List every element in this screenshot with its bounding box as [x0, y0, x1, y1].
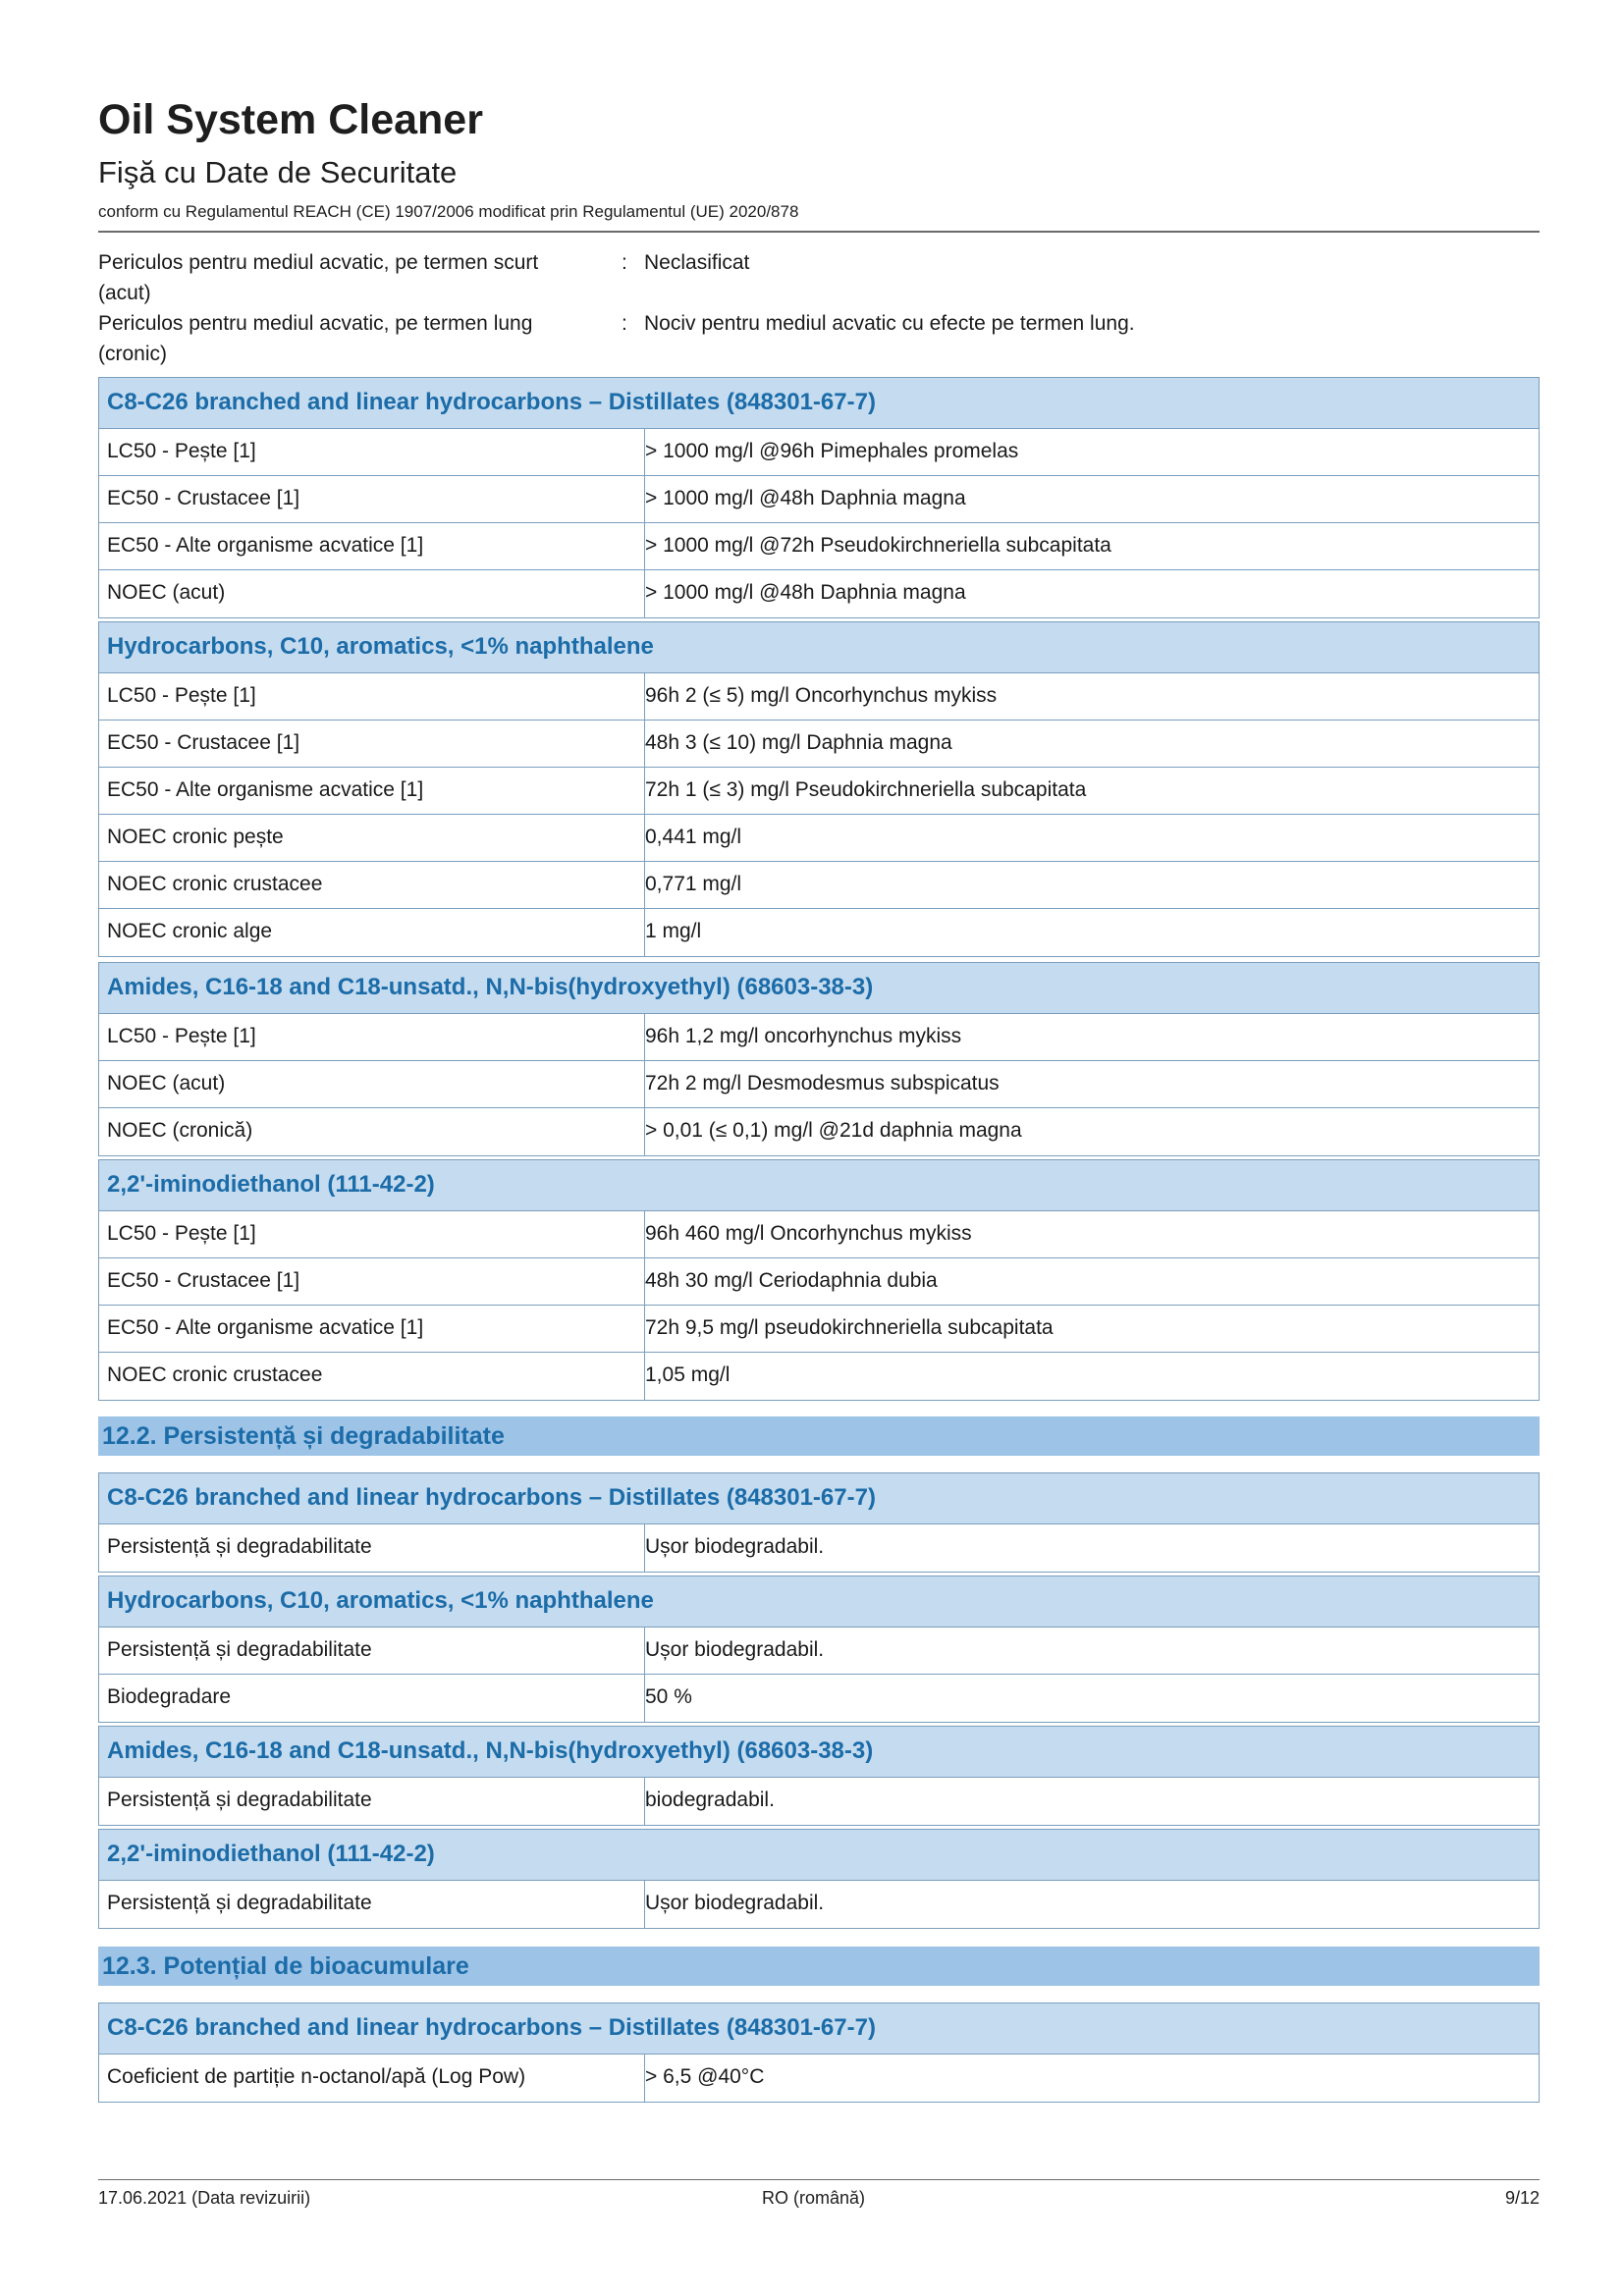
- tox-table-distillates: [98, 377, 1540, 618]
- row-value: Ușor biodegradabil.: [645, 1535, 825, 1558]
- row-value: Ușor biodegradabil.: [645, 1638, 825, 1661]
- row-label: LC50 - Pește [1]: [107, 1025, 256, 1047]
- header-divider: [98, 231, 1540, 233]
- row-label: Persistență și degradabilitate: [107, 1535, 372, 1558]
- row-label: Persistență și degradabilitate: [107, 1789, 372, 1811]
- footer-divider: [98, 2179, 1540, 2180]
- row-value: Ușor biodegradabil.: [645, 1892, 825, 1914]
- document-type: Fişă cu Date de Securitate: [98, 155, 458, 189]
- row-value: 1 mg/l: [645, 920, 702, 942]
- row-value: 0,771 mg/l: [645, 873, 742, 895]
- tox-table-hydrocarbons-c10: [98, 621, 1540, 957]
- row-label: Biodegradare: [107, 1685, 232, 1708]
- classification-separator: :: [622, 251, 627, 274]
- table-row: [99, 768, 1539, 815]
- page-number: 9/12: [1504, 2188, 1540, 2208]
- persistence-table-iminodiethanol: [98, 1829, 1540, 1929]
- persistence-table-distillates: [98, 1472, 1540, 1573]
- table-row: [99, 523, 1539, 570]
- table-row: [99, 862, 1539, 909]
- row-label: NOEC cronic crustacee: [107, 873, 323, 895]
- row-value: 72h 2 mg/l Desmodesmus subspicatus: [645, 1072, 1000, 1095]
- row-label: Coeficient de partiție n-octanol/apă (Log Pow): [107, 2065, 526, 2088]
- classification-separator: :: [622, 312, 627, 335]
- table-row: [99, 1675, 1539, 1722]
- row-label: LC50 - Pește [1]: [107, 440, 256, 462]
- row-label: NOEC (cronică): [107, 1119, 253, 1142]
- row-label: NOEC (acut): [107, 1072, 226, 1095]
- persistence-table-amides: [98, 1726, 1540, 1826]
- table-row: [99, 1014, 1539, 1061]
- row-value: > 1000 mg/l @96h Pimephales promelas: [645, 440, 1019, 462]
- classification-label: [98, 308, 609, 369]
- revision-date: 17.06.2021 (Data revizuirii): [98, 2188, 311, 2208]
- substance-header: C8-C26 branched and linear hydrocarbons – Distillates (848301-67-7): [99, 2003, 1539, 2055]
- table-row: [99, 721, 1539, 768]
- substance-header: Hydrocarbons, C10, aromatics, <1% naphthalene: [99, 622, 1539, 673]
- row-value: 72h 1 (≤ 3) mg/l Pseudokirchneriella subcapitata: [645, 778, 1087, 801]
- row-label: NOEC (acut): [107, 581, 226, 604]
- table-row: [99, 1778, 1539, 1825]
- table-row: [99, 1881, 1539, 1928]
- row-label: EC50 - Alte organisme acvatice [1]: [107, 778, 424, 801]
- table-row: [99, 429, 1539, 476]
- sds-page: [98, 0, 1540, 2296]
- row-label: LC50 - Pește [1]: [107, 1222, 256, 1245]
- classification-label: [98, 247, 609, 308]
- row-label: LC50 - Pește [1]: [107, 684, 256, 707]
- row-value: 48h 30 mg/l Ceriodaphnia dubia: [645, 1269, 938, 1292]
- classification-acute: [98, 247, 1540, 308]
- classification-chronic: [98, 308, 1540, 369]
- substance-header: C8-C26 branched and linear hydrocarbons – Distillates (848301-67-7): [99, 1473, 1539, 1524]
- row-label: EC50 - Crustacee [1]: [107, 731, 300, 754]
- row-value: 72h 9,5 mg/l pseudokirchneriella subcapitata: [645, 1316, 1054, 1339]
- table-row: [99, 1628, 1539, 1675]
- table-row: [99, 909, 1539, 956]
- classification-label-line1: Periculos pentru mediul acvatic, pe termen scurt: [98, 251, 539, 274]
- row-label: NOEC cronic alge: [107, 920, 273, 942]
- row-label: EC50 - Crustacee [1]: [107, 487, 300, 509]
- table-row: [99, 1211, 1539, 1258]
- regulation-note: conform cu Regulamentul REACH (CE) 1907/2006 modificat prin Regulamentul (UE) 2020/878: [98, 202, 799, 221]
- row-label: EC50 - Alte organisme acvatice [1]: [107, 534, 424, 557]
- table-row: [99, 1353, 1539, 1400]
- table-row: [99, 2055, 1539, 2102]
- bioaccumulation-table-distillates: [98, 2002, 1540, 2103]
- row-label: NOEC cronic pește: [107, 826, 284, 848]
- row-value: 96h 460 mg/l Oncorhynchus mykiss: [645, 1222, 972, 1245]
- row-value: 0,441 mg/l: [645, 826, 742, 848]
- table-row: [99, 815, 1539, 862]
- substance-header: 2,2'-iminodiethanol (111-42-2): [99, 1830, 1539, 1881]
- substance-header: Hydrocarbons, C10, aromatics, <1% naphthalene: [99, 1576, 1539, 1628]
- table-row: [99, 570, 1539, 617]
- row-value: 1,05 mg/l: [645, 1363, 731, 1386]
- classification-label-line2: (cronic): [98, 343, 168, 365]
- document-language: RO (română): [762, 2188, 866, 2208]
- row-label: NOEC cronic crustacee: [107, 1363, 323, 1386]
- row-value: > 0,01 (≤ 0,1) mg/l @21d daphnia magna: [645, 1119, 1022, 1142]
- classification-label-line1: Periculos pentru mediul acvatic, pe termen lung: [98, 312, 533, 335]
- row-label: EC50 - Crustacee [1]: [107, 1269, 300, 1292]
- substance-header: 2,2'-iminodiethanol (111-42-2): [99, 1160, 1539, 1211]
- substance-header: Amides, C16-18 and C18-unsatd., N,N-bis(hydroxyethyl) (68603-38-3): [99, 963, 1539, 1014]
- row-value: 96h 1,2 mg/l oncorhynchus mykiss: [645, 1025, 962, 1047]
- substance-header: C8-C26 branched and linear hydrocarbons – Distillates (848301-67-7): [99, 378, 1539, 429]
- table-row: [99, 1061, 1539, 1108]
- persistence-table-hydrocarbons-c10: [98, 1575, 1540, 1723]
- row-value: biodegradabil.: [645, 1789, 775, 1811]
- row-value: > 1000 mg/l @48h Daphnia magna: [645, 487, 966, 509]
- product-title: Oil System Cleaner: [98, 96, 483, 143]
- tox-table-iminodiethanol: [98, 1159, 1540, 1401]
- table-row: [99, 1258, 1539, 1306]
- row-value: 96h 2 (≤ 5) mg/l Oncorhynchus mykiss: [645, 684, 998, 707]
- substance-header: Amides, C16-18 and C18-unsatd., N,N-bis(hydroxyethyl) (68603-38-3): [99, 1727, 1539, 1778]
- table-row: [99, 1108, 1539, 1155]
- table-row: [99, 1306, 1539, 1353]
- table-row: [99, 1524, 1539, 1572]
- tox-table-amides: [98, 962, 1540, 1156]
- row-value: > 6,5 @40°C: [645, 2065, 765, 2088]
- row-label: Persistență și degradabilitate: [107, 1892, 372, 1914]
- section-heading-12-3: 12.3. Potențial de bioacumulare: [98, 1947, 1540, 1986]
- classification-value: Nociv pentru mediul acvatic cu efecte pe termen lung.: [644, 312, 1135, 335]
- row-label: Persistență și degradabilitate: [107, 1638, 372, 1661]
- row-label: EC50 - Alte organisme acvatice [1]: [107, 1316, 424, 1339]
- classification-value: Neclasificat: [644, 251, 750, 274]
- row-value: > 1000 mg/l @72h Pseudokirchneriella subcapitata: [645, 534, 1111, 557]
- row-value: > 1000 mg/l @48h Daphnia magna: [645, 581, 966, 604]
- row-value: 50 %: [645, 1685, 692, 1708]
- table-row: [99, 673, 1539, 721]
- classification-label-line2: (acut): [98, 282, 151, 304]
- table-row: [99, 476, 1539, 523]
- row-value: 48h 3 (≤ 10) mg/l Daphnia magna: [645, 731, 952, 754]
- section-heading-12-2: 12.2. Persistență și degradabilitate: [98, 1416, 1540, 1456]
